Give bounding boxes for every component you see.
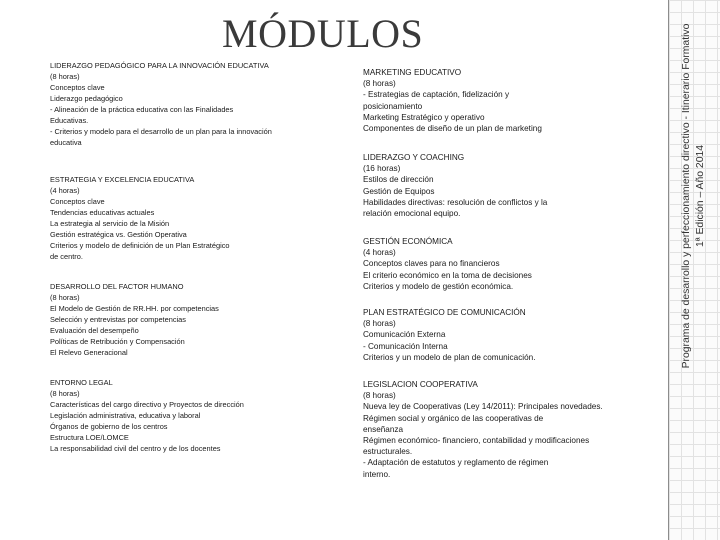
module-topic: Criterios y un modelo de plan de comunicación.: [363, 352, 536, 362]
module-topic: relación emocional equipo.: [363, 209, 461, 219]
module-hours: (8 horas): [50, 293, 80, 302]
module-topic: - Estrategias de captación, fidelización y: [363, 90, 510, 100]
module-hours: (8 horas): [363, 319, 396, 329]
module-topic: Habilidades directivas: resolución de conflictos y la: [363, 197, 548, 207]
module-topic: El Modelo de Gestión de RR.HH. por competencias: [50, 304, 219, 313]
module-heading: PLAN ESTRATÉGICO DE COMUNICACIÓN: [363, 308, 526, 317]
module-heading: LIDERAZGO Y COACHING: [363, 153, 465, 162]
page-title: MÓDULOS: [222, 11, 424, 56]
module-marketing-educativo: [363, 67, 542, 134]
module-topic: Selección y entrevistas por competencias: [50, 315, 186, 324]
module-topic: - Alineación de la práctica educativa con las Finalidades: [50, 105, 234, 114]
module-hours: (4 horas): [50, 186, 80, 195]
module-liderazgo-coaching: [363, 152, 547, 219]
module-topic: La estrategia al servicio de la Misión: [50, 219, 170, 228]
module-topic: Educativas.: [50, 116, 89, 125]
module-heading: LEGISLACION COOPERATIVA: [363, 380, 478, 389]
module-topic: Comunicación Externa: [363, 330, 446, 340]
module-topic: Políticas de Retribución y Compensación: [50, 337, 185, 346]
module-topic: - Criterios y modelo para el desarrollo de un plan para la innovación: [50, 127, 272, 136]
module-estrategia-excelencia: [50, 174, 230, 262]
module-topic: - Adaptación de estatutos y reglamento de régimen: [363, 458, 549, 468]
module-factor-humano: [50, 281, 219, 358]
module-plan-comunicacion: [363, 307, 536, 363]
module-entorno-legal: [50, 377, 244, 454]
module-liderazgo-pedagogico: [50, 60, 272, 148]
module-topic: Órganos de gobierno de los centros: [50, 422, 168, 431]
module-topic: Régimen social y orgánico de las cooperativas de: [363, 413, 544, 423]
module-heading: ENTORNO LEGAL: [50, 378, 113, 387]
module-topic: Estructura LOE/LOMCE: [50, 433, 129, 442]
module-hours: (8 horas): [50, 389, 80, 398]
module-topic: Estilos de dirección: [363, 175, 434, 185]
side-banner-text: [680, 24, 708, 369]
module-topic: Evaluación del desempeño: [50, 326, 139, 335]
module-topic: Tendencias educativas actuales: [50, 208, 155, 217]
module-heading: ESTRATEGIA Y EXCELENCIA EDUCATIVA: [50, 175, 195, 184]
module-topic: interno.: [363, 469, 391, 479]
module-topic: Gestión estratégica vs. Gestión Operativa: [50, 230, 187, 239]
module-topic: El criterio económico en la toma de decisiones: [363, 270, 532, 280]
module-topic: Marketing Estratégico y operativo: [363, 112, 485, 122]
module-hours: (8 horas): [363, 391, 396, 401]
module-topic: posicionamiento: [363, 101, 423, 111]
module-heading: LIDERAZGO PEDAGÓGICO PARA LA INNOVACIÓN EDUCATIVA: [50, 61, 269, 70]
module-hours: (8 horas): [50, 72, 80, 81]
module-topic: Criterios y modelo de definición de un Plan Estratégico: [50, 241, 230, 250]
module-topic: Componentes de diseño de un plan de marketing: [363, 124, 542, 134]
module-topic: educativa: [50, 138, 82, 147]
module-heading: DESARROLLO DEL FACTOR HUMANO: [50, 282, 184, 291]
module-topic: Características del cargo directivo y Proyectos de dirección: [50, 400, 244, 409]
edition-year: 1ª Edición – Año 2014: [695, 144, 706, 248]
module-topic: Criterios y modelo de gestión económica.: [363, 281, 514, 291]
module-hours: (8 horas): [363, 79, 396, 89]
module-topic: Conceptos clave: [50, 197, 105, 206]
module-legislacion-cooperativa: [363, 379, 603, 480]
module-topic: Legislación administrativa, educativa y laboral: [50, 411, 201, 420]
module-topic: Liderazgo pedagógico: [50, 94, 123, 103]
program-title: Programa de desarrollo y perfeccionamiento directivo - Itinerario Formativo: [681, 23, 692, 369]
module-heading: MARKETING EDUCATIVO: [363, 68, 462, 77]
module-hours: (16 horas): [363, 164, 401, 174]
module-topic: Nueva ley de Cooperativas (Ley 14/2011): Principales novedades.: [363, 402, 603, 412]
module-topic: Régimen económico- financiero, contabilidad y modificaciones: [363, 436, 590, 446]
module-heading: GESTIÓN ECONÓMICA: [363, 237, 453, 246]
module-topic: La responsabilidad civil del centro y de los docentes: [50, 444, 221, 453]
module-topic: - Comunicación Interna: [363, 341, 448, 351]
module-topic: Conceptos clave: [50, 83, 105, 92]
module-topic: Conceptos claves para no financieros: [363, 259, 500, 269]
module-topic: estructurales.: [363, 447, 413, 457]
module-hours: (4 horas): [363, 248, 396, 258]
module-topic: de centro.: [50, 252, 83, 261]
module-gestion-economica: [363, 236, 532, 292]
module-topic: enseñanza: [363, 424, 404, 434]
module-topic: El Relevo Generacional: [50, 348, 128, 357]
module-topic: Gestión de Equipos: [363, 186, 435, 196]
